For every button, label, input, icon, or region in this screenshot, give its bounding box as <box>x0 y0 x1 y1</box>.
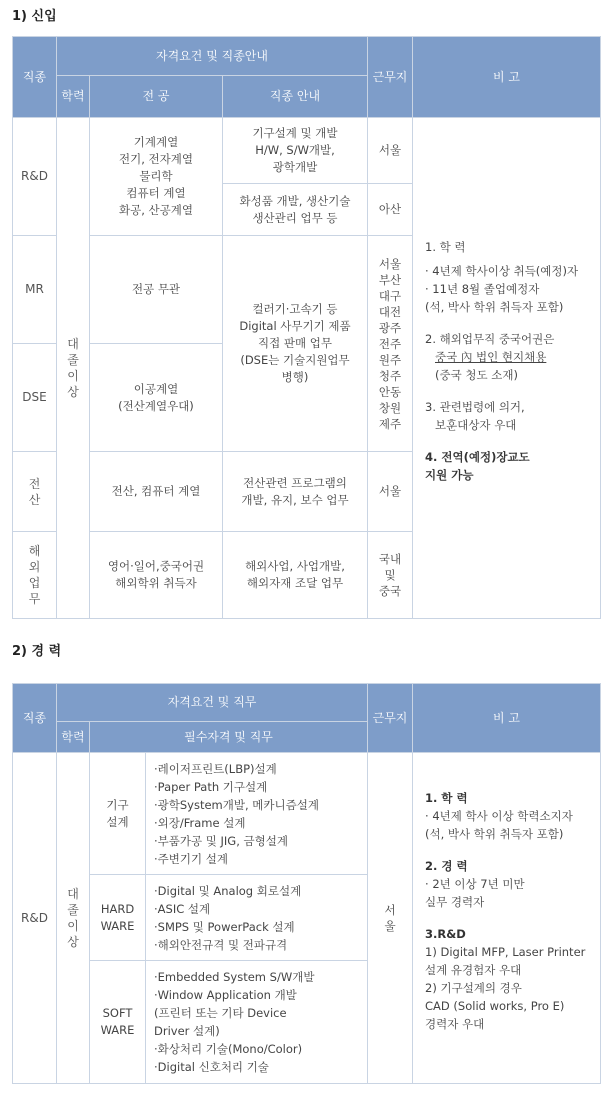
new-hire-table <box>12 36 601 619</box>
remarks-new-hire <box>413 118 601 619</box>
duties-software: ·Embedded System S/W개발 ·Window Application 개발 (프린터 또는 기타 Device Driver 설계) ·화상처리 기술(Mono/Color) ·Digital 신호처리 기술 <box>146 961 368 1084</box>
remark-1-title: 1. 학 력 <box>425 240 466 254</box>
education-value-2: 대 졸 이 상 <box>57 753 90 1084</box>
job-rd: R&D <box>13 118 57 236</box>
job-overseas: 해 외 업 무 <box>13 532 57 619</box>
major-it: 전산, 컴퓨터 계열 <box>90 452 223 532</box>
remark-2-title: 2. 해외업무직 중국어권은 <box>425 332 555 346</box>
remark2-1-title: 1. 학 력 <box>425 791 468 805</box>
remark-3-body: 보훈대상자 우대 <box>435 418 517 432</box>
group-software: SOFT WARE <box>90 961 146 1084</box>
major-rd: 기계계열 전기, 전자계열 물리학 컴퓨터 계열 화공, 산공계열 <box>90 118 223 236</box>
remark-3-title: 3. 관련법령에 의거, <box>425 400 525 414</box>
header-location-2: 근무지 <box>368 684 413 753</box>
major-mr: 전공 무관 <box>90 236 223 344</box>
major-dse: 이공계열 (전산계열우대) <box>90 344 223 452</box>
remark-2-underline: 중국 內 법인 현지채용 <box>435 350 547 364</box>
duties-mechanical: ·레이저프린트(LBP)설계 ·Paper Path 기구설계 ·광학System개발, 메카니즘설계 ·외장/Frame 설계 ·부품가공 및 JIG, 금형설계 ·주변기기 설계 <box>146 753 368 875</box>
guide-sales: 컬러기·고속기 등 Digital 사무기기 제품 직접 판매 업무 (DSE는 기술지원업무 병행) <box>223 236 368 452</box>
major-overseas: 영어·일어,중국어권 해외학위 취득자 <box>90 532 223 619</box>
group-hardware: HARD WARE <box>90 875 146 961</box>
header-education-2: 학력 <box>57 722 90 753</box>
header-location: 근무지 <box>368 37 413 118</box>
section2-title: 2) 경 력 <box>12 644 62 659</box>
location-rd-2: 아산 <box>368 184 413 236</box>
header-major: 전 공 <box>90 76 223 118</box>
header-guide: 직종 안내 <box>223 76 368 118</box>
header-job-2: 직종 <box>13 684 57 753</box>
guide-rd-1: 기구설계 및 개발 H/W, S/W개발, 광학개발 <box>223 118 368 184</box>
guide-overseas: 해외사업, 사업개발, 해외자재 조달 업무 <box>223 532 368 619</box>
experienced-table <box>12 683 601 1084</box>
remark2-3-title: 3.R&D <box>425 927 466 941</box>
header-qualification: 자격요건 및 직종안내 <box>57 37 368 76</box>
location-it: 서울 <box>368 452 413 532</box>
remark-2-body: (중국 청도 소재) <box>435 368 518 382</box>
group-mechanical: 기구 설계 <box>90 753 146 875</box>
remark-4: 4. 전역(예정)장교도 지원 가능 <box>425 450 530 482</box>
remark2-1-body: · 4년제 학사 이상 학력소지자 (석, 박사 학위 취득자 포함) <box>425 809 573 841</box>
remark-1-body: · 4년제 학사이상 취득(예정)자 · 11년 8월 졸업예정자 (석, 박사 학위 취득자 포함) <box>425 264 579 314</box>
guide-it: 전산관련 프로그램의 개발, 유지, 보수 업무 <box>223 452 368 532</box>
remark2-2-body: · 2년 이상 7년 미만 실무 경력자 <box>425 877 525 909</box>
duties-hardware: ·Digital 및 Analog 회로설계 ·ASIC 설계 ·SMPS 및 PowerPack 설계 ·해외안전규격 및 전파규격 <box>146 875 368 961</box>
job-mr: MR <box>13 236 57 344</box>
job-dse: DSE <box>13 344 57 452</box>
location-sales: 서울 부산 대구 대전 광주 전주 원주 청주 안동 창원 제주 <box>368 236 413 452</box>
remark2-3-body: 1) Digital MFP, Laser Printer 설계 유경험자 우대 2) 기구설계의 경우 CAD (Solid works, Pro E) 경력자 우대 <box>425 945 586 1031</box>
remarks-experienced <box>413 753 601 1084</box>
remark2-2-title: 2. 경 력 <box>425 859 468 873</box>
header-education: 학력 <box>57 76 90 118</box>
header-duty: 필수자격 및 직무 <box>90 722 368 753</box>
header-qualification-2: 자격요건 및 직무 <box>57 684 368 722</box>
guide-rd-2: 화성품 개발, 생산기술 생산관리 업무 등 <box>223 184 368 236</box>
location-rd-1: 서울 <box>368 118 413 184</box>
education-value: 대 졸 이 상 <box>57 118 90 619</box>
header-job: 직종 <box>13 37 57 118</box>
job-it: 전 산 <box>13 452 57 532</box>
location-2: 서 울 <box>368 753 413 1084</box>
job-rd-2: R&D <box>13 753 57 1084</box>
location-overseas: 국내 및 중국 <box>368 532 413 619</box>
section1-title: 1) 신입 <box>12 9 57 24</box>
header-remarks-2: 비 고 <box>413 684 601 753</box>
header-remarks: 비 고 <box>413 37 601 118</box>
